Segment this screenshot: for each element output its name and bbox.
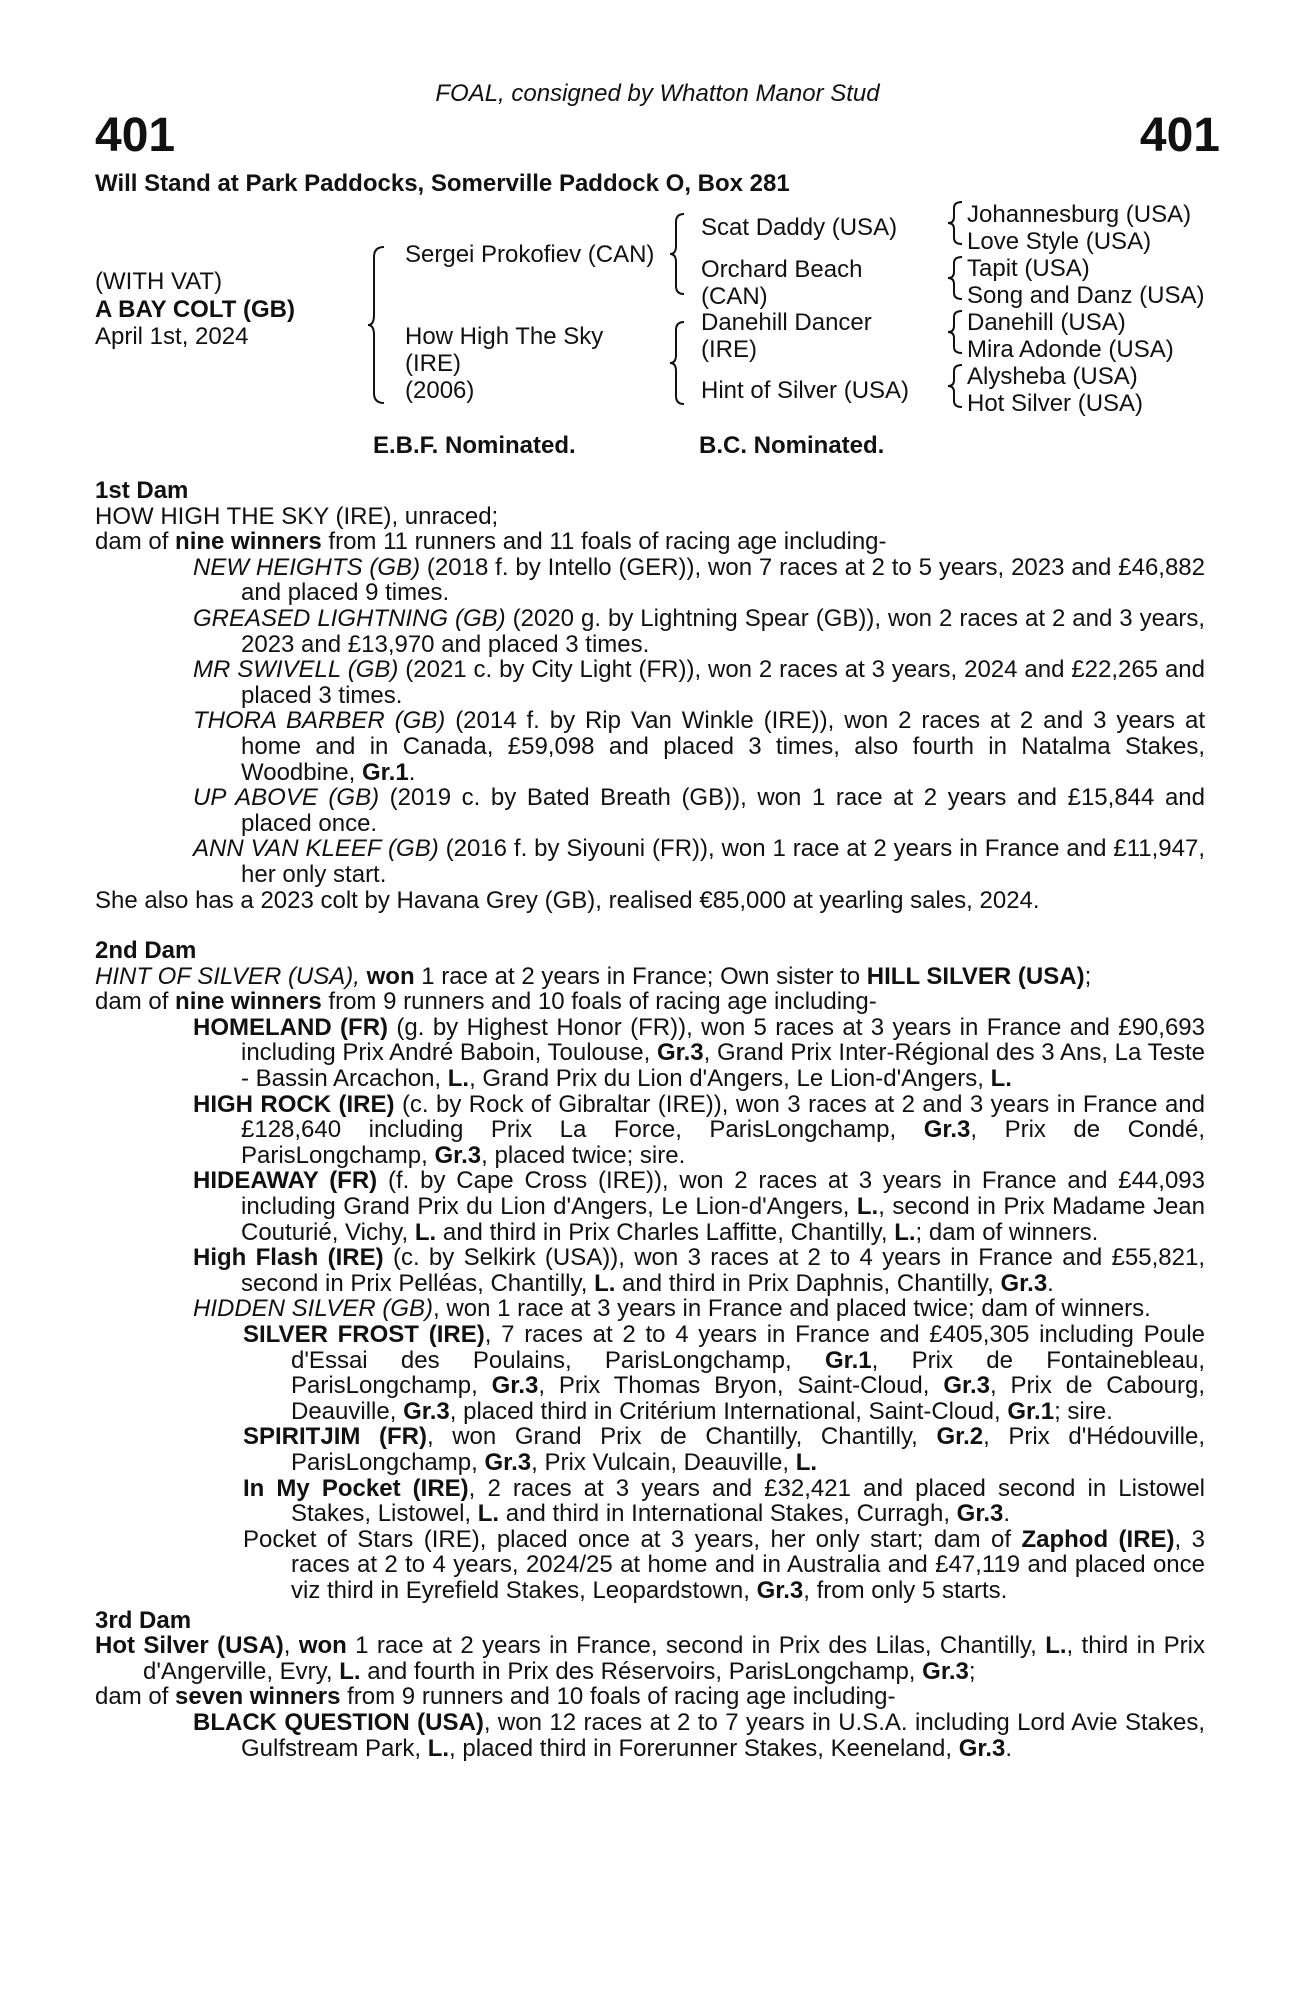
grade: Gr.1 <box>1007 1397 1055 1425</box>
produce-entry <box>95 1168 1205 1245</box>
first-dam-heading: 1st Dam <box>95 477 189 504</box>
horse-name: HIDEAWAY (FR) <box>193 1167 378 1195</box>
text: and third in Prix Charles Laffitte, Chantilly, <box>436 1218 895 1246</box>
produce-entry <box>95 1296 1205 1322</box>
horse-name: MR SWIVELL (GB) <box>193 656 399 684</box>
grade: L. <box>339 1657 361 1685</box>
text: (f. by Cape Cross (IRE)), won 2 races at 3 years in France and £44,093 including Grand Prix du Lion d'Angers, Le Lion-d'Angers, <box>241 1167 1205 1221</box>
grade: Gr.3 <box>403 1397 450 1425</box>
text: ; dam of winners. <box>915 1218 1099 1246</box>
text: , second in Prix Madame Jean Couturié, Vichy, <box>241 1193 1205 1246</box>
text: , from only 5 starts. <box>803 1576 1008 1604</box>
first-dam-produce <box>95 529 1205 555</box>
brace-sire <box>668 212 688 296</box>
third-dam-intro <box>95 1633 1205 1684</box>
horse-name: THORA BARBER (GB) <box>193 707 446 735</box>
text: , <box>283 1632 299 1660</box>
second-dam-intro <box>95 964 1205 990</box>
lot-title: A BAY COLT (GB) <box>95 296 296 323</box>
second-dam-produce <box>95 989 1205 1015</box>
grade: L. <box>447 1065 470 1093</box>
horse-name: In My Pocket (IRE) <box>243 1474 469 1502</box>
dam-line-3: (2006) <box>405 377 475 404</box>
grade: Gr.3 <box>484 1448 532 1476</box>
produce-entry <box>95 606 1205 657</box>
consignment-line: FOAL, consigned by Whatton Manor Stud <box>435 80 880 107</box>
lot-number-right: 401 <box>1139 109 1220 162</box>
text: (2016 f. by Siyouni (FR)), won 1 race at 2 years in France and £11,947, her only start. <box>241 835 1205 888</box>
dam-dam: Hint of Silver (USA) <box>701 377 910 404</box>
text: , placed twice; sire. <box>481 1141 686 1169</box>
text: , 7 races at 2 to 4 years in France and £405,305 including Poule d'Essai des Poulains, ParisLongchamp, <box>291 1321 1206 1374</box>
text: . <box>1003 1500 1011 1528</box>
grade: Gr.1 <box>824 1346 872 1374</box>
horse-name: HIDDEN SILVER (GB) <box>193 1295 434 1323</box>
grandproduce-entry <box>95 1322 1205 1424</box>
text: and third in International Stakes, Curragh, <box>499 1500 957 1528</box>
brace-g2 <box>946 255 966 301</box>
text: 1 race at 2 years in France, second in Prix des Lilas, Chantilly, <box>346 1632 1046 1660</box>
catalogue-body <box>95 478 1205 1761</box>
winners-count: nine winners <box>175 988 322 1016</box>
ebf-nomination: E.B.F. Nominated. <box>373 432 576 459</box>
first-dam-footer: She also has a 2023 colt by Havana Grey (GB), realised €85,000 at yearling sales, 2024. <box>95 886 1040 914</box>
g-sire-dam-dam: Song and Danz (USA) <box>967 282 1205 309</box>
foaled-date: April 1st, 2024 <box>95 323 249 350</box>
text: (2014 f. by Rip Van Winkle (IRE)), won 2 races at 2 and 3 years at home and in Canada, £59,098 and placed 3 times, also fourth in Natalma Stakes, Woodbine, <box>241 707 1205 786</box>
sire: Sergei Prokofiev (CAN) <box>405 241 655 268</box>
grade: Gr.3 <box>956 1500 1004 1528</box>
produce-entry <box>95 1710 1205 1761</box>
text: (c. by Selkirk (USA)), won 3 races at 2 to 4 years in France and £55,821, second in Prix Pelléas, Chantilly, <box>241 1244 1206 1297</box>
grade: Gr.3 <box>434 1141 482 1169</box>
text: (2021 c. by City Light (FR)), won 2 races at 3 years, 2024 and £22,265 and placed 3 times. <box>241 656 1205 709</box>
brace-g3 <box>946 309 966 355</box>
text: , Prix de Fontainebleau, ParisLongchamp, <box>291 1346 1205 1400</box>
text: won <box>366 962 415 990</box>
text: ; sire. <box>1054 1397 1113 1425</box>
bc-nomination: B.C. Nominated. <box>699 432 885 459</box>
text: (2020 g. by Lightning Spear (GB)), won 2 races at 2 and 3 years, 2023 and £13,970 and placed 3 times. <box>241 604 1205 658</box>
grade: L. <box>427 1734 450 1762</box>
produce-entry <box>95 1245 1205 1296</box>
text: , won 12 races at 2 to 7 years in U.S.A. including Lord Avie Stakes, Gulfstream Park, <box>241 1708 1205 1762</box>
grade: Gr.3 <box>1000 1269 1048 1297</box>
dam-sire-line-2: (IRE) <box>701 336 757 363</box>
grade: L. <box>477 1500 500 1528</box>
brace-g4 <box>946 363 966 409</box>
grade: L. <box>414 1218 437 1246</box>
lot-number-left: 401 <box>95 109 176 162</box>
g-dam-dam-dam: Hot Silver (USA) <box>967 390 1144 417</box>
text: (g. by Highest Honor (FR)), won 5 races at 3 years in France and £90,693 including Prix André Baboin, Toulouse, <box>241 1013 1205 1067</box>
text: (c. by Rock of Gibraltar (IRE)), won 3 races at 2 and 3 years in France and £128,640 including Prix La Force, ParisLongchamp, <box>241 1090 1205 1144</box>
text: , won Grand Prix de Chantilly, Chantilly, <box>426 1423 937 1451</box>
horse-name: ANN VAN KLEEF (GB) <box>193 835 439 863</box>
text: dam of <box>95 1683 176 1711</box>
first-dam-intro: HOW HIGH THE SKY (IRE), unraced; <box>95 502 499 530</box>
grandproduce-entry <box>95 1424 1205 1475</box>
g-dam-sire-sire: Danehill (USA) <box>967 309 1126 336</box>
dam-line-1: How High The Sky <box>405 323 604 350</box>
grade: L. <box>894 1218 916 1246</box>
horse-name: SILVER FROST (IRE) <box>243 1321 485 1348</box>
horse-name: Hot Silver (USA) <box>95 1632 284 1660</box>
dam-sire-line-1: Danehill Dancer <box>701 309 872 336</box>
text: and fourth in Prix des Réservoirs, ParisLongchamp, <box>360 1657 923 1685</box>
text: , 3 races at 2 to 4 years, 2024/25 at home and in Australia and £47,119 and placed once viz third in Eyrefield Stakes, Leopardstown, <box>291 1525 1206 1604</box>
horse-name: HILL SILVER (USA) <box>866 962 1085 990</box>
text: dam of <box>95 988 176 1016</box>
text: from 11 runners and 11 foals of racing age including- <box>321 528 887 556</box>
grade: L. <box>594 1269 616 1297</box>
grade: L. <box>795 1448 818 1476</box>
produce-entry <box>95 1092 1205 1169</box>
grade: L. <box>1045 1632 1067 1660</box>
dam-line-2: (IRE) <box>405 350 461 377</box>
brace-g1 <box>946 200 966 246</box>
text: , Prix Thomas Bryon, Saint-Cloud, <box>538 1372 944 1400</box>
text: . <box>1047 1269 1054 1297</box>
horse-name: HINT OF SILVER (USA), <box>95 962 360 990</box>
produce-entry <box>95 1015 1205 1092</box>
stand-info: Will Stand at Park Paddocks, Somerville Paddock O, Box 281 <box>95 170 790 197</box>
text: , placed third in Critérium International, Saint-Cloud, <box>449 1397 1008 1425</box>
text: from 9 runners and 10 foals of racing age including- <box>340 1683 896 1711</box>
grandproduce-entry <box>95 1527 1205 1604</box>
vat-note: (WITH VAT) <box>95 268 223 295</box>
sire-sire: Scat Daddy (USA) <box>701 214 898 241</box>
brace-dam <box>668 320 688 406</box>
text: ; <box>968 1657 976 1685</box>
text: 1 race at 2 years in France; Own sister to <box>414 962 867 990</box>
text: , Grand Prix Inter-Régional des 3 Ans, La Teste - Bassin Arcachon, <box>241 1039 1206 1093</box>
grandproduce-entry <box>95 1476 1205 1527</box>
grade: Gr.1 <box>361 758 409 786</box>
grade: Gr.3 <box>923 1116 971 1144</box>
text: dam of <box>95 528 176 556</box>
grade: Gr.3 <box>656 1039 704 1067</box>
grade: Gr.3 <box>922 1657 969 1685</box>
text: (2019 c. by Bated Breath (GB)), won 1 race at 2 years and £15,844 and placed once. <box>241 784 1205 837</box>
sire-dam-line-2: (CAN) <box>701 283 768 310</box>
grade: Gr.2 <box>936 1423 984 1451</box>
grade: L. <box>856 1193 879 1221</box>
grade: L. <box>990 1065 1012 1093</box>
g-dam-sire-dam: Mira Adonde (USA) <box>967 336 1174 363</box>
horse-name: HOMELAND (FR) <box>193 1013 389 1041</box>
text: and third in Prix Daphnis, Chantilly, <box>615 1269 1001 1297</box>
g-dam-dam-sire: Alysheba (USA) <box>967 363 1138 390</box>
text: from 9 runners and 10 foals of racing age including- <box>321 988 877 1016</box>
text: , Prix de Condé, ParisLongchamp, <box>241 1116 1205 1169</box>
text: , Grand Prix du Lion d'Angers, Le Lion-d'Angers, <box>469 1065 991 1093</box>
text: , Prix d'Hédouville, ParisLongchamp, <box>291 1423 1206 1476</box>
produce-entry <box>95 657 1205 708</box>
produce-entry <box>95 785 1205 836</box>
text: won <box>298 1632 347 1660</box>
horse-name: GREASED LIGHTNING (GB) <box>193 604 506 632</box>
horse-name: UP ABOVE (GB) <box>193 784 380 812</box>
winners-count: nine winners <box>175 528 322 556</box>
grade: Gr.3 <box>958 1734 1006 1762</box>
g-sire-dam-sire: Tapit (USA) <box>967 255 1090 282</box>
winners-count: seven winners <box>175 1683 341 1711</box>
text: (2018 f. by Intello (GER)), won 7 races at 2 to 5 years, 2023 and £46,882 and placed 9 times. <box>241 553 1205 607</box>
produce-entry <box>95 836 1205 887</box>
grade: Gr.3 <box>943 1372 991 1400</box>
third-dam-produce <box>95 1684 1205 1710</box>
text: Pocket of Stars (IRE), placed once at 3 years, her only start; dam of <box>243 1525 1022 1553</box>
horse-name: SPIRITJIM (FR) <box>243 1423 427 1451</box>
g-sire-sire-sire: Johannesburg (USA) <box>967 201 1192 228</box>
horse-name: BLACK QUESTION (USA) <box>193 1708 484 1736</box>
text: . <box>1005 1734 1013 1762</box>
text: . <box>408 758 416 786</box>
grade: Gr.3 <box>756 1576 804 1604</box>
horse-name: NEW HEIGHTS (GB) <box>193 553 421 581</box>
second-dam-heading: 2nd Dam <box>95 937 197 965</box>
text: , third in Prix d'Angerville, Evry, <box>143 1632 1205 1685</box>
text: ; <box>1084 962 1092 990</box>
text: , Prix Vulcain, Deauville, <box>531 1448 796 1476</box>
text: , won 1 race at 3 years in France and placed twice; dam of winners. <box>433 1295 1151 1323</box>
text: , placed third in Forerunner Stakes, Keeneland, <box>449 1734 959 1762</box>
sire-dam-line-1: Orchard Beach <box>701 256 863 283</box>
grade: Gr.3 <box>491 1372 539 1400</box>
text: , 2 races at 3 years and £32,421 and placed second in Listowel Stakes, Listowel, <box>291 1474 1205 1528</box>
horse-name: Zaphod (IRE) <box>1021 1525 1175 1553</box>
produce-entry <box>95 555 1205 606</box>
third-dam-heading: 3rd Dam <box>95 1606 192 1634</box>
brace-main <box>366 245 388 405</box>
g-sire-sire-dam: Love Style (USA) <box>967 228 1152 255</box>
produce-entry <box>95 708 1205 785</box>
horse-name: HIGH ROCK (IRE) <box>193 1090 395 1118</box>
text: , Prix de Cabourg, Deauville, <box>291 1372 1205 1425</box>
horse-name: High Flash (IRE) <box>193 1244 384 1272</box>
